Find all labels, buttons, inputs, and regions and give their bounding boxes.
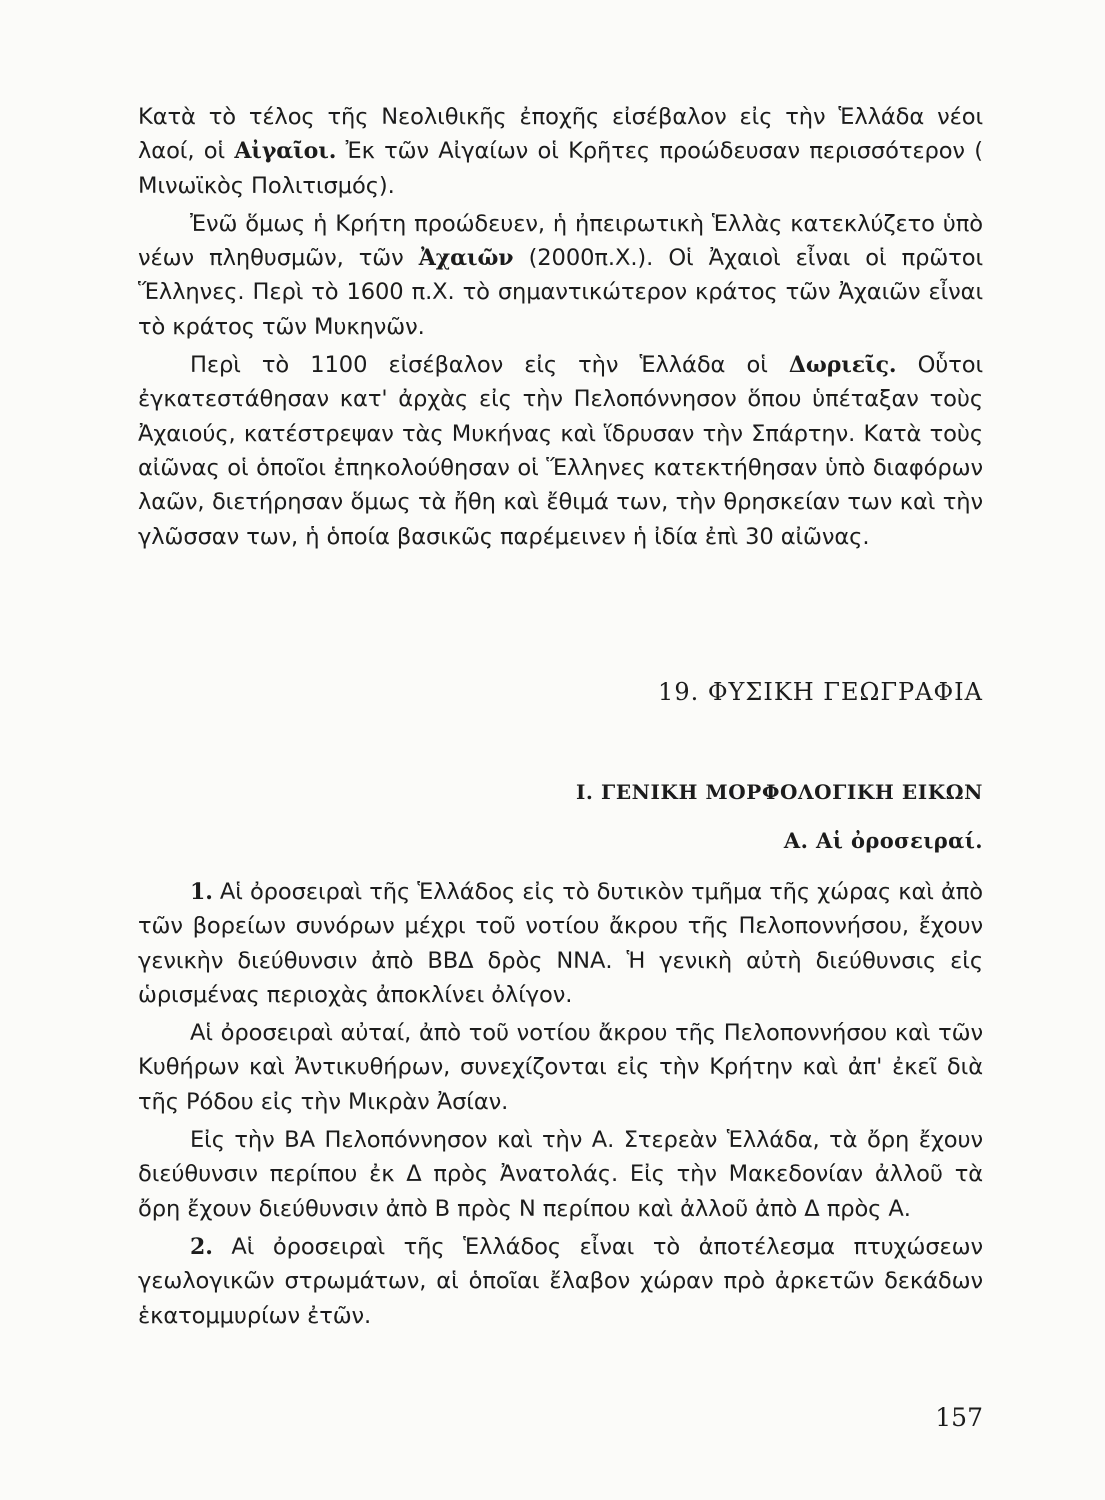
term-dorians: Δωριεῖς. (788, 352, 897, 379)
term-achaeans: Ἀχαιῶν (418, 245, 514, 272)
section-title: I. ΓΕΝΙΚΗ ΜΟΡΦΟΛΟΓΙΚΗ ΕΙΚΩΝ (575, 780, 983, 804)
point-number-1: 1. (190, 879, 213, 905)
term-aegeans: Αἰγαῖοι. (234, 138, 337, 165)
paragraph-ranges-direction: Εἰς τὴν ΒΑ Πελοπόννησον καὶ τὴν Α. Στερεὰν Ἑλλάδα, τὰ ὄρη ἔχουν διεύθυνσιν περίπου ἐκ Δ πρὸς Ἀνατολάς. Εἰς τὴν Μακεδονίαν ἀλλοῦ τὰ ὄρη ἔχουν διεύθυνσιν ἀπὸ Β πρὸς Ν περίπου καὶ ἀλλοῦ ἀπὸ Δ πρὸς Α. (138, 1127, 983, 1222)
paragraph-ranges-continue: Αἱ ὀροσειραὶ αὐταί, ἀπὸ τοῦ νοτίου ἄκρου τῆς Πελοποννήσου καὶ τῶν Κυθήρων καὶ Ἀντικυθήρων, συνεχίζονται εἰς τὴν Κρήτην καὶ ἀπ' ἐκεῖ διὰ τῆς Ρόδου εἰς τὴν Μικρὰν Ἀσίαν. (138, 1020, 983, 1115)
point-number-2: 2. (190, 1233, 213, 1260)
page-number: 157 (935, 1403, 983, 1432)
paragraph-achaeans: Ἐνῶ ὅμως ἡ Κρήτη προώδευεν, ἡ ἠπειρωτικὴ Ἑλλὰς κατεκλύζετο ὑπὸ νέων πληθυσμῶν, τῶν Ἀχαιῶν (2000π.Χ.). Οἱ Ἀχαιοὶ εἶναι οἱ πρῶτοι Ἕλληνες. Περὶ τὸ 1600 π.Χ. τὸ σημαντικώτερον κράτος τῶν Ἀχαιῶν εἶναι τὸ κράτος τῶν Μυκηνῶν. (138, 210, 983, 340)
paragraph-dorians: Περὶ τὸ 1100 εἰσέβαλον εἰς τὴν Ἑλλάδα οἱ Δωριεῖς. Οὗτοι ἐγκατεστάθησαν κατ' ἀρχὰς εἰς τὴν Πελοπόννησον ὅπου ὑπέταξαν τοὺς Ἀχαιούς, κατέστρεψαν τὰς Μυκήνας καὶ ἵδρυσαν τὴν Σπάρτην. Κατὰ τοὺς αἰῶνας οἱ ὁποῖοι ἐπηκολούθησαν οἱ Ἕλληνες κατεκτήθησαν ὑπὸ διαφόρων λαῶν, διετήρησαν ὅμως τὰ ἤθη καὶ ἔθιμά των, τὴν θρησκείαν των καὶ τὴν γλῶσσαν των, ἡ ὁποία βασικῶς παρέμεινεν ἡ ἰδία ἐπὶ 30 αἰῶνας. (138, 352, 984, 550)
page-content (138, 100, 984, 1329)
paragraph-point-1: 1. Αἱ ὀροσειραὶ τῆς Ἑλλάδος εἰς τὸ δυτικὸν τμῆμα τῆς χώρας καὶ ἀπὸ τῶν βορείων συνόρων μέχρι τοῦ νοτίου ἄκρου τῆς Πελοποννήσου, ἔχουν γενικὴν διεύθυνσιν ἀπὸ ΒΒΔ δρὸς ΝΝΑ. Ἡ γενικὴ αὐτὴ διεύθυνσις εἰς ὡρισμένας περιοχὰς ἀποκλίνει ὀλίγον. (138, 879, 983, 1008)
chapter-title: 19. ΦΥΣΙΚΗ ΓΕΩΓΡΑΦΙΑ (658, 678, 983, 706)
paragraph-point-2: 2. Αἱ ὀροσειραὶ τῆς Ἑλλάδος εἶναι τὸ ἀποτέλεσμα πτυχώσεων γεωλογικῶν στρωμάτων, αἱ ὁποῖαι ἔλαβον χώραν πρὸ ἀρκετῶν δεκάδων ἑκατομμυρίων ἐτῶν. (138, 1233, 983, 1329)
mountain-ranges-text (138, 875, 983, 1333)
paragraph-aegeans: Κατὰ τὸ τέλος τῆς Νεολιθικῆς ἐποχῆς εἰσέβαλον εἰς τὴν Ἑλλάδα νέοι λαοί, οἱ Αἰγαῖοι. Ἐκ τῶν Αἰγαίων οἱ Κρῆτες προώδευσαν περισσότερον ( Μινωϊκὸς Πολιτισμός). (138, 104, 983, 199)
subsection-title: Α. Αἱ ὀροσειραί. (783, 828, 983, 853)
